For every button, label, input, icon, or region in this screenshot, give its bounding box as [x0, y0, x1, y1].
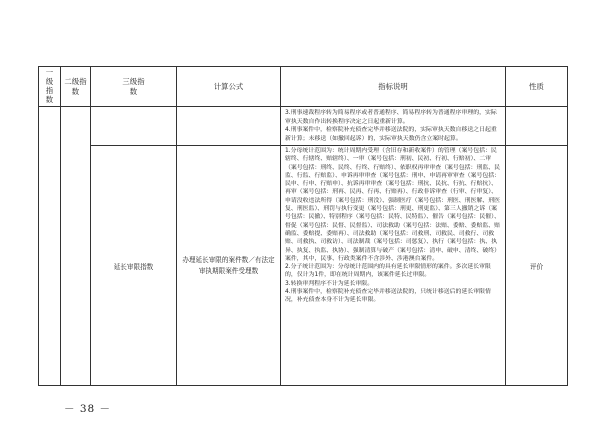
nature-cell-continued [506, 107, 568, 146]
header-level3: 三级指数 [91, 67, 177, 107]
header-formula: 计算公式 [177, 67, 281, 107]
level2-cell [61, 107, 91, 386]
note-item: 4.刑事案件中，检察院补充侦查完毕并移送法院的，实际审执天数自移送之日起重新计算；未移送（如撤回起诉）的，实际审执天数仍含立案时起算。 [285, 127, 497, 142]
description-cell [281, 146, 506, 386]
page-number: － 38 － [64, 403, 112, 415]
indicator-table [38, 66, 568, 386]
note-item: 3.刑事速裁程序转为简易程序或者普通程序、简易程序转为普通程序审理的，实际审执天数自作出转换程序决定之日起重新计算。 [285, 110, 497, 125]
description-item: 1.分母统计范围为：统计周期内受理（含旧存和新收案件）的管理（案号包括：民辖终、行辖终、赔辖终）、一审（案号包括：刑初、民初、行初、行赔初）、二审（案号包括：刑终、民终、行终、行赔终）、依职权再审审查（案号包括：刑监、民监、行监、行赔监）、申诉再审审查（案号包括：刑申、申请再审审查（案号包括：民申、行申、行赔申）、抗诉再审审查（案号包括：刑抗、民抗、行抗、行赔抗）、再审（案号包括：刑再、民再、行再、行赔再）、行政非诉审查（行审、行审复）、申请没收违法所得（案号包括：刑没）、强制医疗（案号包括：刑医、刑医解、刑医复、刑医监）、刑罚与执行变更（案号包括：刑更、刑更监）、第三人撤销之诉（案号包括：民撤）、特别程序（案号包括：民特、民特监）、催告（案号包括：民催）、督促（案号包括：民督、民督监）、司法救助（案号包括：法赔、委赔、委赔监、赔确监、委赔提、委赔再）、司法救助（案号包括：司救刑、司救民、司救行、司救赔、司救执、司救访）、司法制裁（案号包括：司惩复）、执行（案号包括：执、执异、执复、执监、执协）、强制清算与破产（案号包括：清申、破申、清终、破终）案件，其中，民事、行政类案件不含涉外、涉港澳台案件。 [285, 148, 501, 262]
header-description: 指标说明 [281, 67, 506, 107]
continuation-notes [281, 107, 506, 146]
formula-cell-continued [177, 107, 281, 146]
description-item: 2.分子统计范围为：分母统计范围内的具有延长审限情形的案件。多次延长审限的，仅计为1件，即在统计周期内，该案件延长过审限。 [285, 264, 491, 279]
level3-name: 延长审限指数 [91, 146, 177, 386]
description-item: 4.刑事案件中，检察院补充侦查完毕并移送法院的，只统计移送后的延长审限情况，补充侦查本身不计为延长审限。 [285, 289, 491, 304]
table-row [39, 146, 568, 386]
header-row [39, 67, 568, 107]
header-level2: 二级指数 [61, 67, 91, 107]
description-item: 3.转换审判程序不计为延长审限。 [285, 280, 374, 287]
nature-value: 评价 [506, 146, 568, 386]
header-level1: 一级指数 [39, 67, 61, 107]
header-nature: 性质 [506, 67, 568, 107]
formula-text: 办理延长审限的案件数／有法定审执期限案件受理数 [177, 146, 281, 386]
continuation-row [39, 107, 568, 146]
level1-cell [39, 107, 61, 386]
level3-cell-continued [91, 107, 177, 146]
